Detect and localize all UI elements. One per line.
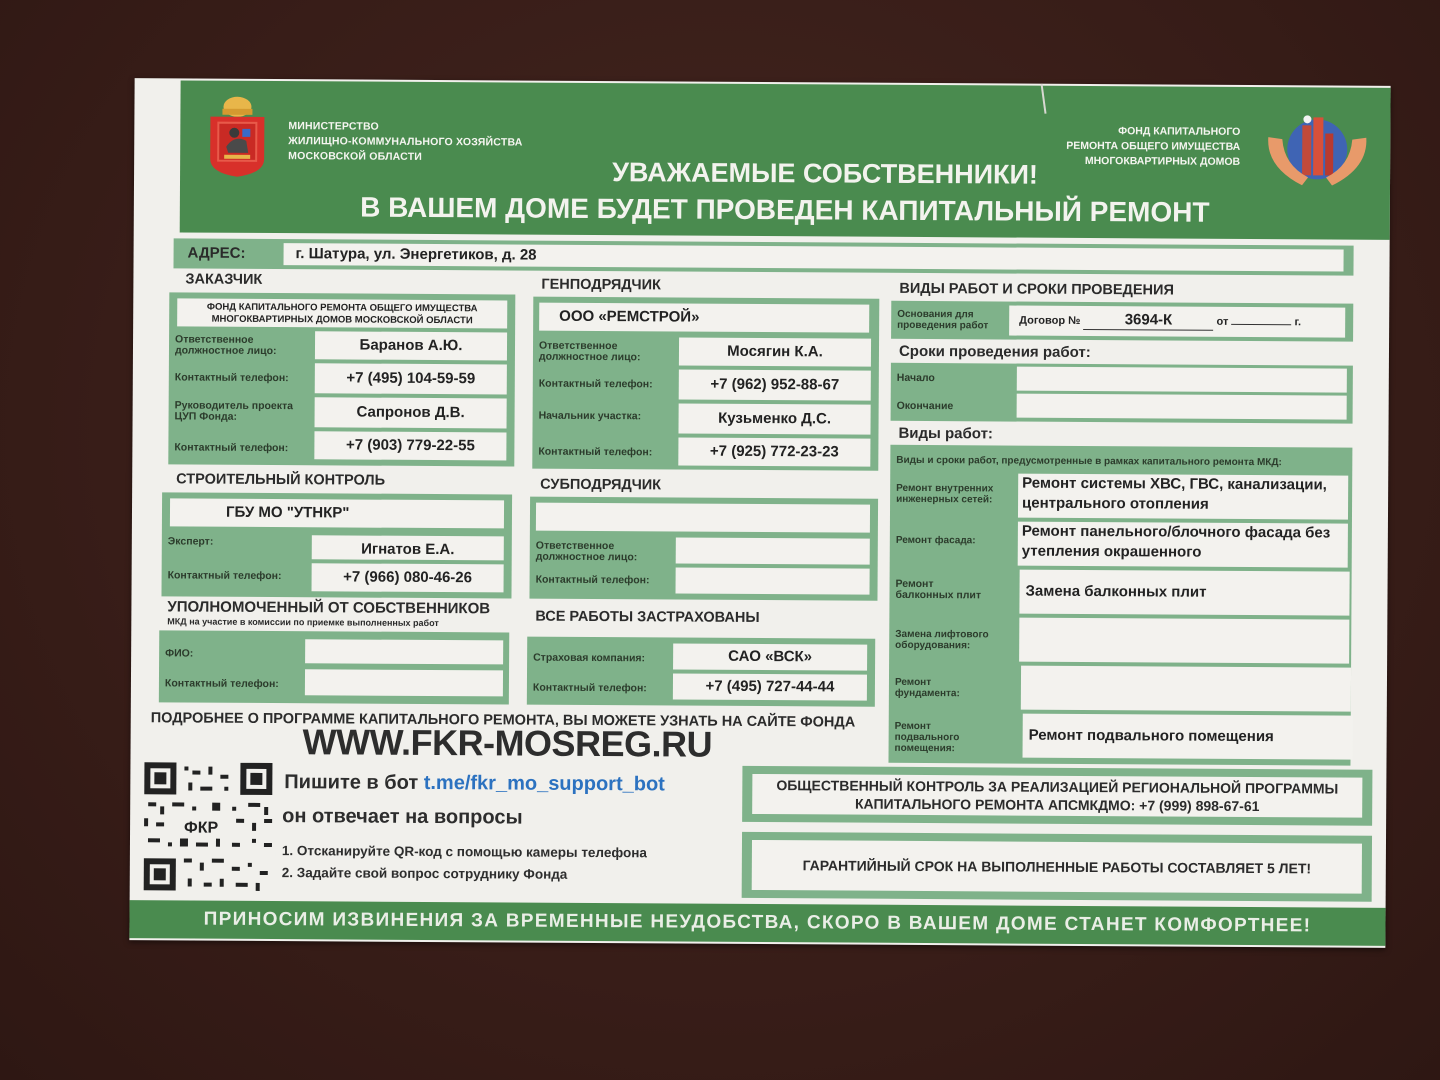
subcontractor-official-value <box>676 537 870 564</box>
contract-date <box>1231 310 1291 325</box>
contractor-phone1-value: +7 (962) 952-88-67 <box>679 370 871 401</box>
owners-rep-name-value <box>305 639 503 664</box>
insurer-value: САО «ВСК» <box>673 643 867 670</box>
subcontractor-org <box>536 503 870 533</box>
work-type-value: Ремонт панельного/блочного фасада без утепления окрашенного <box>1018 522 1348 568</box>
contractor-org: ООО «РЕМСТРОЙ» <box>539 303 869 333</box>
contractor-official-label: Ответственное должностное лицо: <box>538 339 641 364</box>
works-title: ВИДЫ РАБОТ И СРОКИ ПРОВЕДЕНИЯ <box>899 280 1174 299</box>
program-info-text: ПОДРОБНЕЕ О ПРОГРАММЕ КАПИТАЛЬНОГО РЕМОНТА, ВЫ МОЖЕТЕ УЗНАТЬ НА САЙТЕ ФОНДА <box>150 710 856 731</box>
control-phone-label: Контактный телефон: <box>167 569 282 583</box>
owners-rep-title: УПОЛНОМОЧЕННЫЙ ОТ СОБСТВЕННИКОВ <box>167 598 491 618</box>
site-manager-value: Кузьменко Д.С. <box>678 404 870 435</box>
customer-box <box>168 292 515 466</box>
insurance-box <box>527 637 875 707</box>
customer-pm-label: Руководитель проекта ЦУП Фонда: <box>174 399 294 423</box>
contractor-phone2-label: Контактный телефон: <box>538 445 653 459</box>
work-type-label: Ремонт балконных плит <box>895 577 982 602</box>
instruction-step-2: 2. Задайте свой вопрос сотруднику Фонда <box>281 865 568 882</box>
owners-rep-phone-value <box>305 669 503 696</box>
construction-control-title: СТРОИТЕЛЬНЫЙ КОНТРОЛЬ <box>176 471 386 489</box>
address-value: г. Шатура, ул. Энергетиков, д. 28 <box>284 243 1344 271</box>
work-type-label: Ремонт внутренних инженерных сетей: <box>896 482 994 506</box>
end-value <box>1017 394 1347 420</box>
warranty-notice: ГАРАНТИЙНЫЙ СРОК НА ВЫПОЛНЕННЫЕ РАБОТЫ СОСТАВЛЯЕТ 5 ЛЕТ! <box>742 832 1372 902</box>
subcontractor-phone-value <box>676 567 870 594</box>
work-type-label: Ремонт фундамента: <box>894 676 960 700</box>
subcontractor-box <box>529 497 878 601</box>
contract-number: 3694-К <box>1083 311 1213 331</box>
work-type-label: Ремонт фасада: <box>895 534 976 547</box>
expert-value: Игнатов Е.А. <box>312 535 504 560</box>
poster-header <box>180 80 1391 239</box>
work-type-label: Замена лифтового оборудования: <box>895 628 989 652</box>
notice-poster <box>129 78 1390 948</box>
types-title: Виды работ: <box>898 424 993 443</box>
terms-box <box>891 363 1353 424</box>
customer-official-value: Баранов А.Ю. <box>315 331 507 360</box>
end-label: Окончание <box>896 399 954 413</box>
ministry-name: МИНИСТЕРСТВО ЖИЛИЩНО-КОММУНАЛЬНОГО ХОЗЯЙСТВА МОСКОВСКОЙ ОБЛАСТИ <box>288 120 523 163</box>
owners-rep-subtitle: МКД на участие в комиссии по приемке выполненных работ <box>167 616 439 629</box>
work-type-value <box>1019 618 1349 664</box>
subcontractor-title: СУБПОДРЯДЧИК <box>540 476 662 494</box>
owners-rep-box <box>159 630 509 704</box>
contractor-title: ГЕНПОДРЯДЧИК <box>541 276 661 294</box>
contractor-official-value: Мосягин К.А. <box>679 338 871 367</box>
address-row <box>173 238 1353 275</box>
customer-title: ЗАКАЗЧИК <box>185 271 263 288</box>
customer-pm-value: Сапронов Д.В. <box>315 397 507 428</box>
svg-text:ФКР: ФКР <box>184 819 219 837</box>
title-line-1: УВАЖАЕМЫЕ СОБСТВЕННИКИ! <box>612 157 1039 190</box>
start-value <box>1017 367 1347 393</box>
work-type-value <box>1021 666 1351 712</box>
contractor-box <box>532 297 879 471</box>
work-type-value: Ремонт подвального помещения <box>1023 714 1353 760</box>
site-manager-label: Начальник участка: <box>538 409 642 423</box>
telegram-bot-link[interactable]: t.me/fkr_mo_support_bot <box>423 771 665 796</box>
control-phone-value: +7 (966) 080-46-26 <box>312 563 504 592</box>
instruction-step-1: 1. Отсканируйте QR-код с помощью камеры телефона <box>281 843 647 861</box>
address-label: АДРЕС: <box>187 244 246 262</box>
bot-description: он отвечает на вопросы <box>282 805 523 829</box>
insurer-label: Страховая компания: <box>533 651 646 665</box>
customer-phone2-value: +7 (903) 779-22-55 <box>314 431 506 460</box>
title-line-2: В ВАШЕМ ДОМЕ БУДЕТ ПРОВЕДЕН КАПИТАЛЬНЫЙ РЕМОНТ <box>360 191 1210 228</box>
expert-label: Эксперт: <box>167 535 214 548</box>
customer-org: ФОНД КАПИТАЛЬНОГО РЕМОНТА ОБЩЕГО ИМУЩЕСТВА МНОГОКВАРТИРНЫХ ДОМОВ МОСКОВСКОЙ ОБЛАСТИ <box>177 298 507 328</box>
owners-rep-phone-label: Контактный телефон: <box>164 677 279 691</box>
insurance-title: ВСЕ РАБОТЫ ЗАСТРАХОВАНЫ <box>535 608 760 626</box>
contractor-phone2-value: +7 (925) 772-23-23 <box>678 438 870 467</box>
construction-control-org: ГБУ МО "УТНКР" <box>170 498 504 528</box>
website-link[interactable]: WWW.FKR-MOSREG.RU <box>302 721 713 765</box>
qr-code-icon[interactable] <box>140 758 277 895</box>
contract-field: Договор № 3694-К от г. <box>1009 306 1345 338</box>
work-type-value: Ремонт системы ХВС, ГВС, канализации, центрального отопления <box>1018 474 1348 520</box>
terms-title: Сроки проведения работ: <box>898 342 1091 362</box>
types-caption: Виды и сроки работ, предусмотренные в рамках капитального ремонта МКД: <box>896 454 1282 469</box>
work-type-label: Ремонт подвального помещения: <box>894 720 960 755</box>
basis-label: Основания для проведения работ <box>897 308 989 332</box>
start-label: Начало <box>896 371 935 385</box>
public-control-notice: ОБЩЕСТВЕННЫЙ КОНТРОЛЬ ЗА РЕАЛИЗАЦИЕЙ РЕГИОНАЛЬНОЙ ПРОГРАММЫ КАПИТАЛЬНОГО РЕМОНТА АПСМКДМО: +7 (999) 898-67-61 <box>742 766 1372 826</box>
fund-name: ФОНД КАПИТАЛЬНОГО РЕМОНТА ОБЩЕГО ИМУЩЕСТВА МНОГОКВАРТИРНЫХ ДОМОВ <box>1066 125 1241 168</box>
owners-rep-name-label: ФИО: <box>165 647 194 660</box>
footer-banner: ПРИНОСИМ ИЗВИНЕНИЯ ЗА ВРЕМЕННЫЕ НЕУДОБСТВА, СКОРО В ВАШЕМ ДОМЕ СТАНЕТ КОМФОРТНЕЕ! <box>129 900 1385 946</box>
work-type-value: Замена балконных плит <box>1019 570 1349 616</box>
basis-box <box>891 301 1353 342</box>
customer-official-label: Ответственное должностное лицо: <box>174 333 277 358</box>
contractor-phone1-label: Контактный телефон: <box>538 377 653 391</box>
construction-control-box <box>161 492 512 598</box>
subcontractor-official-label: Ответственное должностное лицо: <box>535 539 638 564</box>
subcontractor-phone-label: Контактный телефон: <box>535 573 650 587</box>
customer-phone2-label: Контактный телефон: <box>174 441 289 455</box>
customer-phone1-value: +7 (495) 104-59-59 <box>315 363 507 394</box>
types-box <box>888 445 1352 766</box>
insurer-phone-label: Контактный телефон: <box>532 681 647 695</box>
bot-line: Пишите в бот t.me/fkr_mo_support_bot <box>284 771 665 796</box>
customer-phone1-label: Контактный телефон: <box>174 371 289 385</box>
insurer-phone-value: +7 (495) 727-44-44 <box>673 673 867 700</box>
